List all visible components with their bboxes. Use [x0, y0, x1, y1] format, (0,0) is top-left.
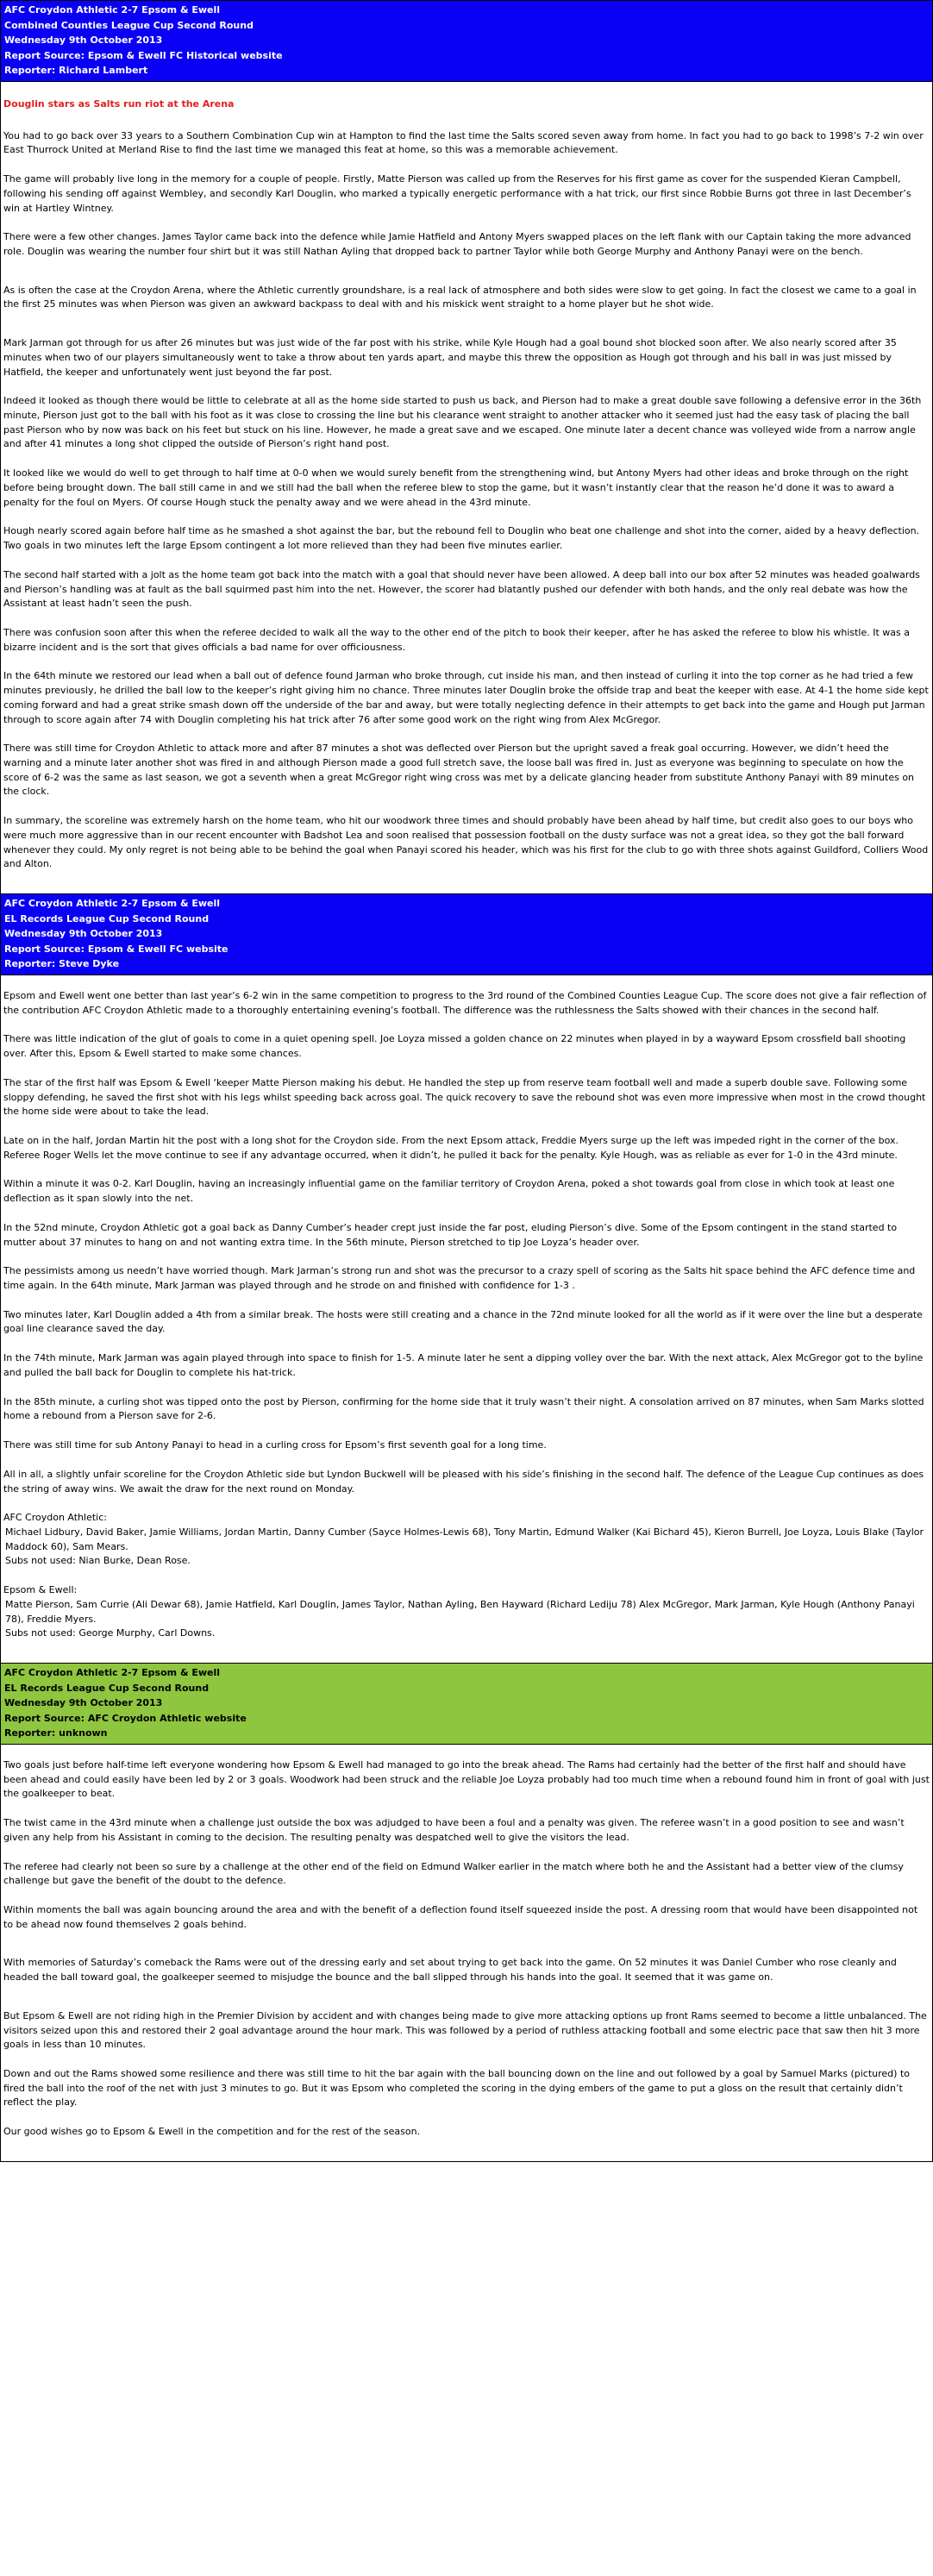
lineup-players: Michael Lidbury, David Baker, Jamie Williams, Jordan Martin, Danny Cumber (Sayce Holmes-Lewis 68), Tony Martin, Edmund Walker (Kai Bichard 45), Kieron Burrell, Joe Loyza, Louis Blake (Taylor Maddock 60), Sam Mears.: [5, 1526, 924, 1552]
competition: Combined Counties League Cup Second Round: [4, 19, 254, 31]
paragraph: Within moments the ball was again bouncing around the area and with the benefit of a deflection found itself squeezed inside the post. A dressing room that would have been disappointed not to be ahead now found themselves 2 goals behind.: [3, 1903, 918, 1930]
match-title: AFC Croydon Athletic 2-7 Epsom & Ewell: [4, 4, 221, 16]
reporter: Reporter: Steve Dyke: [4, 958, 120, 970]
match-date: Wednesday 9th October 2013: [4, 928, 163, 940]
report-source: Report Source: Epsom & Ewell FC Historical website: [4, 49, 283, 61]
paragraph: There was little indication of the glut of goals to come in a quiet opening spell. Joe Loyza missed a golden chance on 22 minutes when played in by a wayward Epsom crossfield ball shooting over. After this, Epsom & Ewell started to make some chances.: [3, 1033, 906, 1060]
paragraph: There was still time for sub Antony Panayi to head in a curling cross for Epsom’s first seventh goal for a long time.: [3, 1439, 547, 1451]
lineup-subs: Subs not used: George Murphy, Carl Downs.: [5, 1627, 216, 1639]
report-body: [1, 975, 932, 1663]
paragraph: In the 74th minute, Mark Jarman was again played through into space to finish for 1-5. A minute later he sent a dipping volley over the bar. With the next attack, Alex McGregor got to the byline and pulled the ball back for Douglin to complete his hat-trick.: [3, 1352, 924, 1378]
paragraph: The second half started with a jolt as the home team got back into the match with a goal that should never have been allowed. A deep ball into our box after 52 minutes was headed goalwards and Pierson’s handling was at fault as the ball squirmed past him into the net. However, the scorer had blatantly pushed our defender with both hands, and the only real debate was how the Assistant at least hadn’t seen the push.: [3, 568, 920, 610]
lineup-team: Epsom & Ewell:: [3, 1584, 78, 1596]
paragraph: The referee had clearly not been so sure by a challenge at the other end of the field on Edmund Walker earlier in the match where both he and the Assistant had a better view of the clumsy challenge but gave the benefit of the doubt to the defence.: [3, 1860, 904, 1887]
paragraph: As is often the case at the Croydon Arena, where the Athletic currently groundshare, is a real lack of atmosphere and both sides were slow to get going. In fact the closest we came to a goal in the first 25 minutes was when Pierson was given an awkward backpass to deal with and his miskick went straight to a home player but he shot wide.: [3, 284, 917, 310]
paragraph: There was confusion soon after this when the referee decided to walk all the way to the other end of the pitch to book their keeper, after he has asked the referee to blow his whistle. It was a bizarre incident and is the sort that gives officials a bad name for over officiousness.: [3, 626, 910, 653]
paragraph: It looked like we would do well to get through to half time at 0-0 when we would surely benefit from the strengthening wind, but Antony Myers had other ideas and broke through on the right before being brought down. The ball still came in and we still had the ball when the referee blew to stop the game, but it wasn’t instantly clear that the reason he’d done it was to award a penalty for the foul on Myers. Of course Hough stuck the penalty away and we were ahead in the 43rd minute.: [3, 467, 909, 508]
paragraph: Indeed it looked as though there would be little to celebrate at all as the home side started to push us back, and Pierson had to make a great double save following a defensive error in the 36th minute, Pierson just got to the ball with his foot as it was close to crossing the line but his clearance went straight to another attacker who it seemed just had the easy task of placing the ball past Pierson who by now was back on his feet but stuck on his line. However, he made a great save and we escaped. One minute later a decent chance was volleyed wide from a narrow angle and after 41 minutes a long shot clipped the outside of Pierson’s right hand post.: [3, 395, 922, 450]
report-headline: Douglin stars as Salts run riot at the Arena: [3, 97, 235, 110]
paragraph: Our good wishes go to Epsom & Ewell in the competition and for the rest of the season.: [3, 2126, 421, 2138]
paragraph: In summary, the scoreline was extremely harsh on the home team, who hit our woodwork three times and should probably have been ahead by half time, but credit also goes to our boys who were much more aggressive than in our recent encounter with Badshot Lea and soon realised that possession football on the dusty surface was not a great idea, so they got the ball forward whenever they could. My only regret is not being able to be behind the goal when Panayi scored his header, which was his first for the club to go with three shots against Guildford, Colliers Wood and Alton.: [3, 815, 929, 870]
paragraph: But Epsom & Ewell are not riding high in the Premier Division by accident and with changes being made to give more attacking options up front Rams seemed to become a little unbalanced. The visitors seized upon this and restored their 2 goal advantage around the hour mark. This was followed by a period of ruthless attacking football and some electric pace that saw then hit 3 more goals in less than 10 minutes.: [3, 2009, 927, 2051]
paragraph: There were a few other changes. James Taylor came back into the defence while Jamie Hatfield and Antony Myers swapped places on the left flank with our Captain taking the more advanced role. Douglin was wearing the number four shirt but it was still Nathan Ayling that dropped back to partner Taylor while both George Murphy and Anthony Panayi were on the bench.: [3, 231, 911, 257]
report-body: [1, 82, 932, 893]
match-date: Wednesday 9th October 2013: [4, 1697, 163, 1709]
lineup-home: [3, 1511, 930, 1569]
report-source: Report Source: Epsom & Ewell FC website: [4, 943, 229, 955]
match-title: AFC Croydon Athletic 2-7 Epsom & Ewell: [4, 1666, 221, 1678]
paragraph: Two minutes later, Karl Douglin added a 4th from a similar break. The hosts were still creating and a chance in the 72nd minute looked for all the world as if it were over the line but a desperate goal line clearance saved the day.: [3, 1308, 923, 1335]
report-source: Report Source: AFC Croydon Athletic website: [4, 1712, 247, 1724]
reporter: Reporter: Richard Lambert: [4, 65, 148, 77]
paragraph: Epsom and Ewell went one better than last year’s 6-2 win in the same competition to progress to the 3rd round of the Combined Counties League Cup. The score does not give a fair reflection of the contribution AFC Croydon Athletic made to a thoroughly entertaining evening’s football. The difference was the ruthlessness the Salts showed with their chances in the second half.: [3, 989, 927, 1016]
report-header: [1, 1663, 932, 1745]
paragraph: Late on in the half, Jordan Martin hit the post with a long shot for the Croydon side. From the next Epsom attack, Freddie Myers surge up the left was impeded right in the corner of the box. Referee Roger Wells let the move continue to see if any advantage occurred, when it didn’t, he pulled it back for the penalty. Kyle Hough, was as reliable as ever for 1-0 in the 43rd minute.: [3, 1135, 899, 1161]
paragraph: With memories of Saturday’s comeback the Rams were out of the dressing early and set about trying to get back into the game. On 52 minutes it was Daniel Cumber who rose cleanly and headed the ball toward goal, the goalkeeper seemed to misjudge the bounce and the ball slipped through his hands into the goal. It seemed that it was game on.: [3, 1957, 897, 1984]
paragraph: In the 85th minute, a curling shot was tipped onto the post by Pierson, confirming for the home side that it truly wasn’t their night. A consolation arrived on 87 minutes, when Sam Marks slotted home a rebound from a Pierson save for 2-6.: [3, 1395, 924, 1422]
paragraph: In the 52nd minute, Croydon Athletic got a goal back as Danny Cumber’s header crept just inside the far post, eluding Pierson’s dive. Some of the Epsom contingent in the stand started to mutter about 37 minutes to hang on and not wanting extra time. In the 56th minute, Pierson stretched to tip Joe Loyza’s header over.: [3, 1221, 898, 1248]
match-date: Wednesday 9th October 2013: [4, 34, 163, 47]
paragraph: All in all, a slightly unfair scoreline for the Croydon Athletic side but Lyndon Buckwell will be pleased with his side’s finishing in the second half. The defence of the League Cup continues as does the string of away wins. We await the draw for the next round on Monday.: [3, 1468, 924, 1495]
report-header: [1, 1, 932, 82]
paragraph: The twist came in the 43rd minute when a challenge just outside the box was adjudged to have been a foul and a penalty was given. The referee wasn’t in a good position to see and wasn’t given any help from his Assistant in coming to the decision. The resulting penalty was despatched well to give the visitors the lead.: [3, 1817, 905, 1843]
paragraph: Mark Jarman got through for us after 26 minutes but was just wide of the far post with his strike, while Kyle Hough had a goal bound shot blocked soon after. We also nearly scored after 35 minutes when two of our players simultaneously went to take a throw about ten yards apart, and maybe this threw the opposition as Hough got through and his ball in was just missed by Hatfield, the keeper and unfortunately went just beyond the far post.: [3, 337, 897, 378]
paragraph: Two goals just before half-time left everyone wondering how Epsom & Ewell had managed to go into the break ahead. The Rams had certainly had the better of the first half and should have been ahead and could easily have been led by 2 or 3 goals. Woodwork had been struck and the reliable Joe Loyza probably had too much time when a rebound found him in front of goal with just the goalkeeper to beat.: [3, 1758, 930, 1800]
paragraph: The pessimists among us needn’t have worried though. Mark Jarman’s strong run and shot was the precursor to a crazy spell of scoring as the Salts hit space behind the AFC defence time and time again. In the 64th minute, Mark Jarman was played through and he strode on and finished with confidence for 1-3 .: [3, 1265, 916, 1292]
report-header: [1, 893, 932, 975]
match-title: AFC Croydon Athletic 2-7 Epsom & Ewell: [4, 898, 221, 909]
paragraph: There was still time for Croydon Athletic to attack more and after 87 minutes a shot was deflected over Pierson but the upright saved a freak goal occurring. However, we didn’t heed the warning and a minute later another shot was fired in and although Pierson made a good full stretch save, the loose ball was fired in. Just as everyone was beginning to speculate on how the score of 6-2 was the same as last season, we got a seventh when a great McGregor right wing cross was met by a delicate glancing header from substitute Anthony Panayi with 89 minutes on the clock.: [3, 743, 915, 798]
paragraph: In the 64th minute we restored our lead when a ball out of defence found Jarman who broke through, cut inside his man, and then instead of curling it into the top corner as he had tried a few minutes previously, he drilled the ball low to the keeper’s right giving him no chance. Three minutes later Douglin broke the offside trap and beat the keeper with ease. At 4-1 the home side kept coming forward and had a great strike smash down off the underside of the bar and away, but were totally neglecting defence in their attempts to get back into the game and Hough put Jarman through to score again after 74 with Douglin completing his hat trick after 76 after some good work on the right wing from Alex McGregor.: [3, 670, 929, 725]
reporter: Reporter: unknown: [4, 1727, 108, 1739]
lineup-away: [3, 1583, 930, 1641]
lineup-subs: Subs not used: Nian Burke, Dean Rose.: [5, 1555, 191, 1567]
lineup-team: AFC Croydon Athletic:: [3, 1512, 107, 1524]
paragraph: The game will probably live long in the memory for a couple of people. Firstly, Matte Pierson was called up from the Reserves for his first game as cover for the suspended Kieran Campbell, following his sending off against Wembley, and secondly Karl Douglin, who marked a typically energetic performance with a hat trick, our first since Robbie Burns got three in last December’s win at Hartley Wintney.: [3, 173, 911, 214]
lineup-players: Matte Pierson, Sam Currie (Ali Dewar 68), Jamie Hatfield, Karl Douglin, James Taylor, Nathan Ayling, Ben Hayward (Richard Lediju 78) Alex McGregor, Mark Jarman, Kyle Hough (Anthony Panayi 78), Freddie Myers.: [5, 1598, 915, 1625]
report-body: [1, 1745, 932, 2161]
paragraph: Down and out the Rams showed some resilience and there was still time to hit the bar again with the ball bouncing down on the line and out followed by a goal by Samuel Marks (pictured) to fired the ball into the roof of the net with just 3 minutes to go. But it was Epsom who completed the scoring in the dying embers of the game to put a gloss on the result that certainly didn’t reflect the play.: [3, 2068, 910, 2109]
paragraph: You had to go back over 33 years to a Southern Combination Cup win at Hampton to find the last time the Salts scored seven away from home. In fact you had to go back to 1998’s 7-2 win over East Thurrock United at Merland Rise to find the last time we managed this feat at home, so this was a memorable achievement.: [3, 129, 924, 156]
paragraph: The star of the first half was Epsom & Ewell ‘keeper Matte Pierson making his debut. He handled the step up from reserve team football well and made a superb double save. Following some sloppy defending, he saved the first shot with his legs whilst speeding back across goal. The quick recovery to save the rebound shot was even more impressive when most in the crowd thought the home side were about to take the lead.: [3, 1076, 926, 1118]
paragraph: Within a minute it was 0-2. Karl Douglin, having an increasingly influential game on the familiar territory of Croydon Arena, poked a shot towards goal from close in which took at least one deflection as it span slowly into the net.: [3, 1178, 895, 1205]
competition: EL Records League Cup Second Round: [4, 912, 210, 924]
competition: EL Records League Cup Second Round: [4, 1682, 210, 1694]
paragraph: Hough nearly scored again before half time as he smashed a shot against the bar, but the rebound fell to Douglin who beat one challenge and shot into the corner, aided by a heavy deflection. Two goals in two minutes left the large Epsom contingent a lot more relieved than they had been five minutes earlier.: [3, 525, 920, 552]
